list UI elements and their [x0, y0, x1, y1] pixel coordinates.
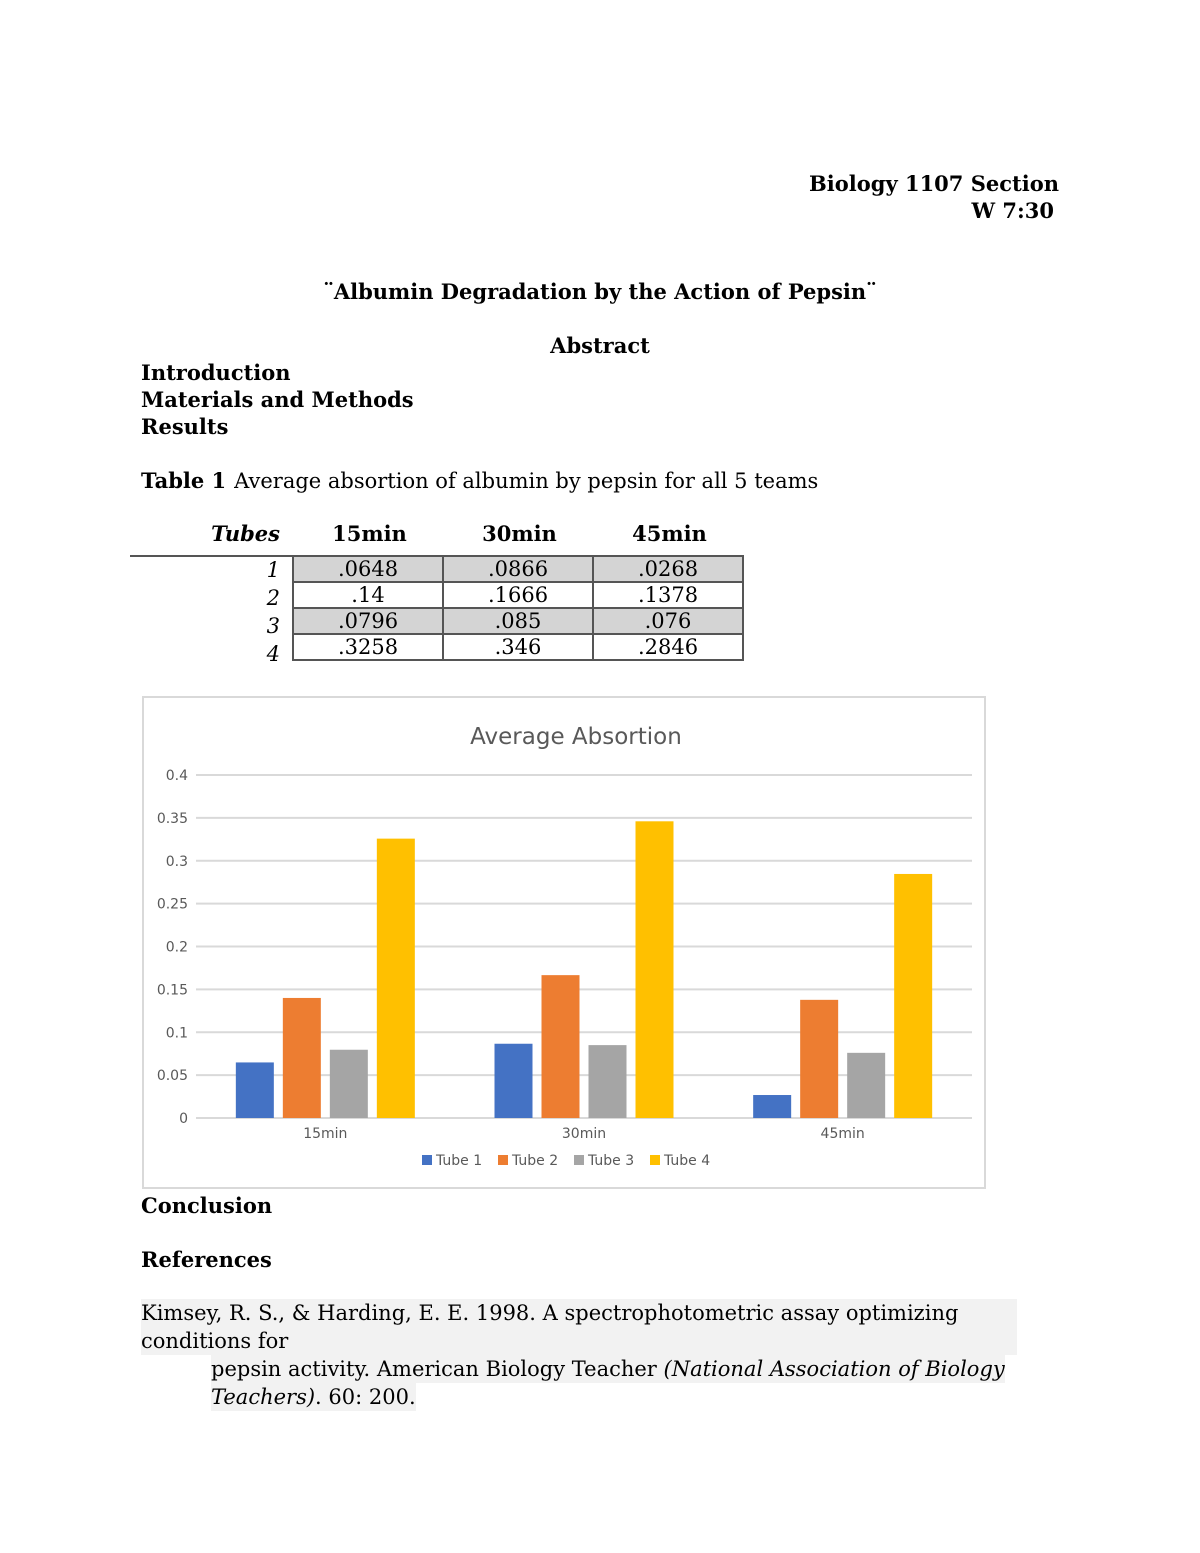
- class-time: W 7:30: [971, 198, 1054, 223]
- y-tick-label: 0.05: [156, 1068, 188, 1085]
- reference-publisher: (National Association of Biology: [663, 1357, 1005, 1381]
- paper-title: ¨Albumin Degradation by the Action of Pepsin¨: [323, 279, 877, 304]
- bar: [542, 975, 580, 1118]
- table-cell: .076: [593, 608, 743, 634]
- legend-swatch: [498, 1155, 508, 1165]
- abstract-heading: Abstract: [550, 333, 650, 358]
- chart-frame: [142, 696, 986, 1189]
- table-cell: .346: [443, 634, 593, 660]
- table-col-30min: 30min: [482, 521, 557, 546]
- table-row-label: 2: [266, 586, 280, 610]
- y-tick-label: 0.2: [165, 939, 188, 956]
- y-tick-label: 0.35: [156, 810, 188, 827]
- table-row-label: 1: [266, 558, 280, 582]
- table-label: Table 1: [141, 468, 227, 493]
- legend-swatch: [650, 1155, 660, 1165]
- x-tick-label: 15min: [303, 1126, 348, 1142]
- methods-heading: Materials and Methods: [141, 387, 414, 412]
- table-cell: .0866: [443, 556, 593, 582]
- table-row-label: 4: [266, 642, 280, 666]
- table-header-rule: [130, 555, 293, 557]
- bar: [236, 1062, 274, 1118]
- table-col-15min: 15min: [332, 521, 407, 546]
- results-heading: Results: [141, 414, 229, 439]
- y-tick-label: 0.1: [165, 1025, 188, 1042]
- table-row: [293, 556, 743, 582]
- table-row: [293, 582, 743, 608]
- reference-line-1: Kimsey, R. S., & Harding, E. E. 1998. A spectrophotometric assay optimizing conditions for: [141, 1299, 1017, 1355]
- bar: [495, 1044, 533, 1118]
- bar: [847, 1053, 885, 1118]
- bar: [330, 1050, 368, 1118]
- legend-label: Tube 1: [436, 1153, 483, 1169]
- reference-line-2: pepsin activity. American Biology Teacher: [211, 1357, 664, 1381]
- table-cell: .085: [443, 608, 593, 634]
- table-col-45min: 45min: [632, 521, 707, 546]
- y-tick-label: 0.3: [165, 853, 188, 870]
- reference-entry: [141, 1299, 1017, 1411]
- course-section: Biology 1107 Section: [809, 171, 1059, 196]
- table-cell: .0648: [293, 556, 443, 582]
- table-caption: [141, 468, 818, 493]
- bar: [377, 839, 415, 1118]
- table-row-header: Tubes: [211, 521, 280, 546]
- bar: [283, 998, 321, 1118]
- table-cell: .1378: [593, 582, 743, 608]
- y-tick-label: 0.4: [165, 768, 188, 784]
- y-tick-label: 0.15: [156, 982, 188, 999]
- table-row: [293, 608, 743, 634]
- bar: [589, 1045, 627, 1118]
- x-tick-label: 45min: [820, 1126, 865, 1142]
- y-tick-label: 0.25: [156, 896, 188, 913]
- legend-swatch: [574, 1155, 584, 1165]
- reference-publisher-cont: Teachers): [211, 1385, 316, 1409]
- table-cell: .14: [293, 582, 443, 608]
- data-table: [292, 555, 744, 661]
- bar: [800, 1000, 838, 1118]
- reference-volume: . 60: 200.: [315, 1385, 416, 1409]
- table-row: [293, 634, 743, 660]
- bar-chart: [144, 698, 984, 1187]
- chart-title: Average Absortion: [470, 724, 682, 750]
- table-cell: .2846: [593, 634, 743, 660]
- references-heading: References: [141, 1247, 272, 1272]
- table-cell: .1666: [443, 582, 593, 608]
- bar: [753, 1095, 791, 1118]
- table-cell: .0268: [593, 556, 743, 582]
- legend-label: Tube 2: [512, 1153, 559, 1169]
- bar: [636, 821, 674, 1118]
- table-row-label: 3: [266, 614, 280, 638]
- introduction-heading: Introduction: [141, 360, 291, 385]
- table-cell: .3258: [293, 634, 443, 660]
- legend-swatch: [422, 1155, 432, 1165]
- conclusion-heading: Conclusion: [141, 1193, 273, 1218]
- table-caption-text: Average absortion of albumin by pepsin for all 5 teams: [234, 469, 819, 493]
- legend-label: Tube 3: [588, 1153, 635, 1169]
- legend-label: Tube 4: [664, 1153, 711, 1169]
- bar: [894, 874, 932, 1118]
- y-tick-label: 0: [179, 1111, 188, 1127]
- course-header: [809, 170, 1059, 224]
- table-cell: .0796: [293, 608, 443, 634]
- x-tick-label: 30min: [561, 1126, 607, 1142]
